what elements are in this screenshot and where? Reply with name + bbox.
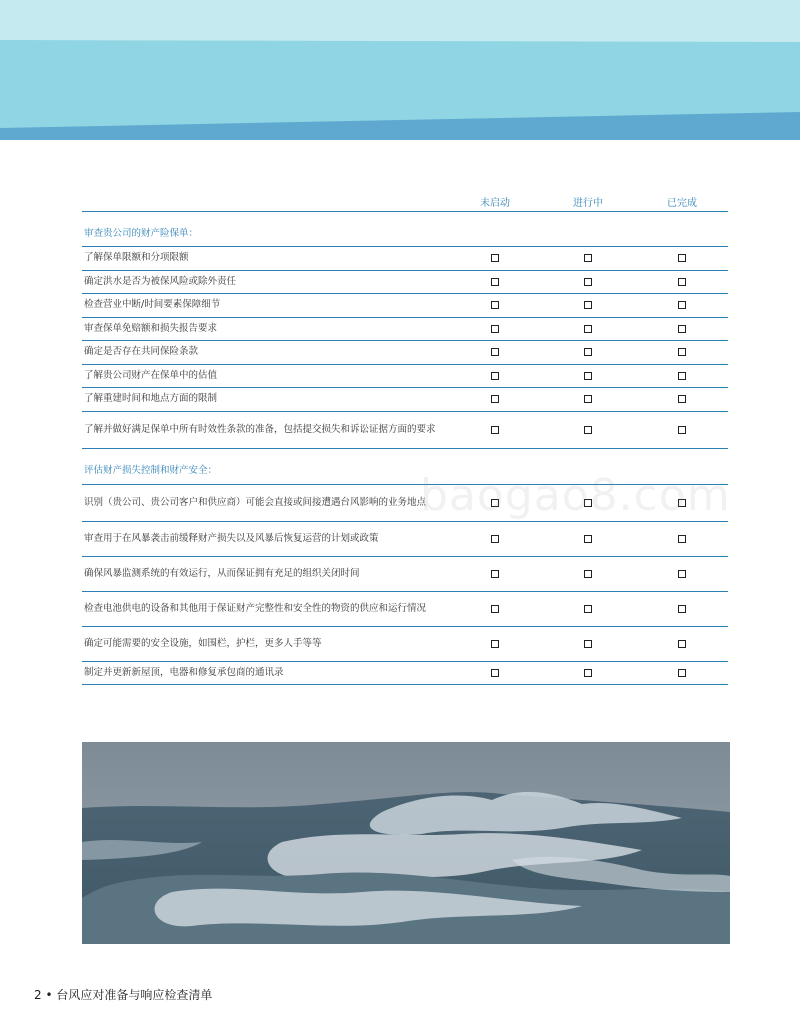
checkbox-in-progress[interactable] [584, 325, 592, 333]
checkbox-in-progress[interactable] [584, 426, 592, 434]
checkbox-completed[interactable] [678, 640, 686, 648]
column-header-row [82, 190, 728, 212]
checkbox-in-progress[interactable] [584, 605, 592, 613]
column-in-progress: 进行中 [573, 198, 603, 209]
checklist-row [82, 592, 728, 627]
row-label: 了解贵公司财产在保单中的估值 [84, 369, 218, 381]
checklist-row [82, 318, 728, 342]
stormy-sea-photo [82, 742, 730, 944]
row-label: 制定并更新新屋顶，电器和修复承包商的通讯录 [84, 666, 284, 678]
checkbox-in-progress[interactable] [584, 395, 592, 403]
header-bands [0, 0, 800, 140]
checkbox-completed[interactable] [678, 254, 686, 262]
footer-bullet: • [45, 988, 53, 1002]
checkbox-not-started[interactable] [491, 605, 499, 613]
row-label: 确定洪水是否为被保风险或除外责任 [84, 275, 237, 287]
column-completed: 已完成 [667, 198, 697, 209]
checkbox-in-progress[interactable] [584, 254, 592, 262]
checkbox-not-started[interactable] [491, 395, 499, 403]
checkbox-completed[interactable] [678, 426, 686, 434]
checkbox-in-progress[interactable] [584, 640, 592, 648]
checklist-row [82, 341, 728, 365]
checklist-row [82, 388, 728, 412]
row-label: 确定是否存在共同保险条款 [84, 346, 199, 358]
checkbox-not-started[interactable] [491, 499, 499, 507]
checkbox-in-progress[interactable] [584, 372, 592, 380]
checkbox-in-progress[interactable] [584, 669, 592, 677]
checkbox-completed[interactable] [678, 278, 686, 286]
checkbox-not-started[interactable] [491, 426, 499, 434]
checklist-row [82, 365, 728, 389]
checkbox-completed[interactable] [678, 499, 686, 507]
checkbox-not-started[interactable] [491, 535, 499, 543]
checklist-row [82, 522, 728, 557]
checklist-row [82, 627, 728, 662]
checkbox-completed[interactable] [678, 348, 686, 356]
checklist-row [82, 412, 728, 449]
checkbox-not-started[interactable] [491, 669, 499, 677]
watermark: baogao8.com [420, 470, 731, 521]
row-label: 检查电池供电的设备和其他用于保证财产完整性和安全性的物资的供应和运行情况 [84, 602, 427, 614]
row-label: 了解重建时间和地点方面的限制 [84, 393, 218, 405]
checkbox-completed[interactable] [678, 570, 686, 578]
checklist-row [82, 294, 728, 318]
checkbox-not-started[interactable] [491, 372, 499, 380]
checkbox-not-started[interactable] [491, 301, 499, 309]
checklist-row [82, 557, 728, 592]
row-label: 了解并做好满足保单中所有时效性条款的准备，包括提交损失和诉讼证据方面的要求 [84, 423, 436, 435]
row-label: 了解保单限额和分项限额 [84, 252, 189, 264]
checkbox-completed[interactable] [678, 669, 686, 677]
checkbox-not-started[interactable] [491, 278, 499, 286]
row-label: 确定可能需要的安全设施，如围栏，护栏，更多人手等等 [84, 637, 322, 649]
checklist-table [82, 190, 728, 685]
section-title-loss-control: 评估财产损失控制和财产安全： [82, 449, 728, 485]
checkbox-not-started[interactable] [491, 325, 499, 333]
page-footer [34, 986, 212, 1003]
checkbox-in-progress[interactable] [584, 535, 592, 543]
checklist-row [82, 247, 728, 271]
checkbox-completed[interactable] [678, 395, 686, 403]
row-label: 审查保单免赔额和损失报告要求 [84, 322, 218, 334]
document-title: 台风应对准备与响应检查清单 [56, 988, 213, 1002]
checkbox-not-started[interactable] [491, 640, 499, 648]
column-not-started: 未启动 [480, 198, 510, 209]
checkbox-in-progress[interactable] [584, 499, 592, 507]
page-number: 2 [34, 988, 42, 1002]
checklist-row [82, 662, 728, 686]
checkbox-completed[interactable] [678, 535, 686, 543]
checklist-row [82, 485, 728, 522]
checkbox-in-progress[interactable] [584, 570, 592, 578]
checkbox-not-started[interactable] [491, 254, 499, 262]
row-label: 审查用于在风暴袭击前缓释财产损失以及风暴后恢复运营的计划或政策 [84, 532, 379, 544]
checkbox-completed[interactable] [678, 325, 686, 333]
checkbox-in-progress[interactable] [584, 301, 592, 309]
checkbox-not-started[interactable] [491, 348, 499, 356]
checkbox-completed[interactable] [678, 372, 686, 380]
checkbox-not-started[interactable] [491, 570, 499, 578]
checkbox-completed[interactable] [678, 301, 686, 309]
checkbox-in-progress[interactable] [584, 278, 592, 286]
checkbox-completed[interactable] [678, 605, 686, 613]
row-label: 识别（贵公司、贵公司客户和供应商）可能会直接或间接遭遇台风影响的业务地点 [84, 496, 427, 508]
checklist-row [82, 271, 728, 295]
checkbox-in-progress[interactable] [584, 348, 592, 356]
row-label: 确保风暴监测系统的有效运行，从而保证拥有充足的组织关闭时间 [84, 567, 360, 579]
section-title-insurance: 审查贵公司的财产险保单： [82, 212, 728, 247]
row-label: 检查营业中断/时间要素保障细节 [84, 299, 221, 311]
